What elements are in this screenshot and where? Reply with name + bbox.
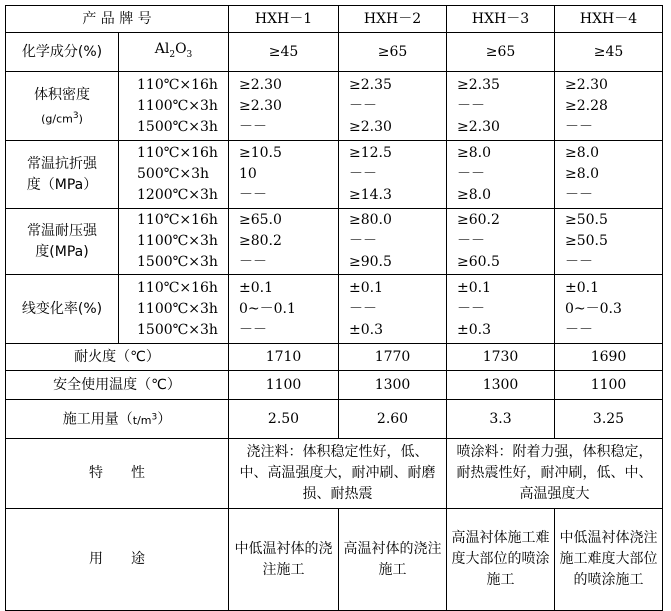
refractoriness-value-1: 1710 [229, 344, 339, 371]
value: ≥2.30 [457, 118, 500, 135]
usage-label: 施工用量$(t/m^3)$ [6, 400, 229, 439]
density-values-3 [447, 72, 555, 141]
safe-temp-row [6, 371, 663, 400]
condition: 1100℃×3h [137, 233, 218, 249]
value: －－ [349, 166, 378, 182]
compressive-conditions [119, 209, 229, 275]
value: ±0.1 [349, 279, 384, 296]
value: 0~－0.3 [565, 300, 622, 317]
purpose-value-3: 高温衬体施工难度大部位的喷涂施工 [447, 509, 555, 611]
feature-row [6, 439, 663, 509]
product-header-1: HXH－1 [229, 6, 339, 33]
condition: 110℃×16h [137, 76, 218, 93]
linear-values-2 [339, 275, 447, 344]
flexural-row [6, 141, 663, 209]
value: －－ [349, 233, 378, 249]
value: ≥65.0 [239, 212, 282, 228]
flexural-values-4 [555, 141, 663, 209]
flexural-values-1 [229, 141, 339, 209]
condition: 110℃×16h [137, 145, 218, 161]
value: ±0.1 [565, 279, 600, 296]
chem-value-1: ≥45 [229, 33, 339, 72]
safe-temp-label: 安全使用温度（℃） [6, 371, 229, 400]
compressive-values-1 [229, 209, 339, 275]
usage-row [6, 400, 663, 439]
value: ≥2.35 [457, 76, 500, 93]
value: －－ [457, 97, 486, 114]
flexural-label [6, 141, 119, 209]
value: ≥90.5 [349, 254, 392, 270]
linear-row [6, 275, 663, 344]
value: －－ [239, 187, 268, 203]
safe-temp-value-3: 1300 [447, 371, 555, 400]
value: ≥8.0 [457, 187, 492, 203]
usage-value-4: 3.25 [555, 400, 663, 439]
purpose-value-1: 中低温衬体的浇注施工 [229, 509, 339, 611]
refractoriness-value-3: 1730 [447, 344, 555, 371]
value: －－ [457, 300, 486, 317]
value: ≥10.5 [239, 145, 282, 161]
value: ≥2.30 [565, 76, 608, 93]
value: ≥50.5 [565, 212, 608, 228]
chem-value-3: ≥65 [447, 33, 555, 72]
condition: 1100℃×3h [137, 300, 218, 317]
value: ≥8.0 [565, 166, 600, 182]
value: ≥80.0 [349, 212, 392, 228]
refractoriness-row [6, 344, 663, 371]
value: －－ [457, 233, 486, 249]
condition: 110℃×16h [137, 279, 218, 296]
product-header-2: HXH－2 [339, 6, 447, 33]
product-header-4: HXH－4 [555, 6, 663, 33]
linear-values-3 [447, 275, 555, 344]
value: －－ [457, 166, 486, 182]
condition: 1500℃×3h [137, 254, 218, 270]
value: ≥8.0 [457, 145, 492, 161]
purpose-value-2: 高温衬体的浇注施工 [339, 509, 447, 611]
feature-label: 特 性 [6, 439, 229, 509]
purpose-value-4: 中低温衬体浇注施工难度大部位的喷涂施工 [555, 509, 663, 611]
density-values-2 [339, 72, 447, 141]
value: ≥2.30 [239, 76, 282, 93]
header-label: 产 品 牌 号 [6, 6, 229, 33]
value: 0~－0.1 [239, 300, 296, 317]
chem-value-2: ≥65 [339, 33, 447, 72]
density-row [6, 72, 663, 141]
density-values-4 [555, 72, 663, 141]
value: ±0.1 [239, 279, 274, 296]
linear-values-4 [555, 275, 663, 344]
compressive-values-3 [447, 209, 555, 275]
purpose-row [6, 509, 663, 611]
product-spec-table [5, 5, 663, 611]
refractoriness-label: 耐火度（℃） [6, 344, 229, 371]
feature-castable: 浇注料：体积稳定性好，低、中、高温强度大，耐冲刷、耐磨损、耐热震 [229, 439, 447, 509]
density-values-1 [229, 72, 339, 141]
flexural-values-2 [339, 141, 447, 209]
product-header-3: HXH－3 [447, 6, 555, 33]
linear-label: 线变化率(%) [6, 275, 119, 344]
condition: 1500℃×3h [137, 118, 218, 135]
chem-label: 化学成分(%) [6, 33, 119, 72]
value: 10 [239, 166, 257, 182]
safe-temp-value-4: 1100 [555, 371, 663, 400]
feature-gunning: 喷涂料：附着力强，体积稳定，耐热震性好，耐冲刷，低、中、高温强度大 [447, 439, 663, 509]
value: ≥2.28 [565, 97, 608, 114]
condition: 1500℃×3h [137, 321, 218, 338]
value: －－ [565, 254, 594, 270]
value: ≥14.3 [349, 187, 392, 203]
compressive-values-4 [555, 209, 663, 275]
chem-condition: $Al_2O_3$ [119, 33, 229, 72]
value: －－ [349, 300, 378, 317]
value: －－ [349, 97, 378, 114]
value: －－ [565, 118, 594, 135]
compressive-label-line1: 常温耐压强 [27, 222, 97, 239]
value: ±0.3 [349, 321, 384, 338]
flexural-values-3 [447, 141, 555, 209]
condition: 1100℃×3h [137, 97, 218, 114]
value: ≥2.30 [349, 118, 392, 135]
chem-value-4: ≥45 [555, 33, 663, 72]
flexural-label-line1: 常温抗折强 [27, 155, 97, 172]
header-row [6, 6, 663, 33]
value: ≥12.5 [349, 145, 392, 161]
usage-value-2: 2.60 [339, 400, 447, 439]
safe-temp-value-1: 1100 [229, 371, 339, 400]
condition: 500℃×3h [137, 166, 210, 182]
refractoriness-value-2: 1770 [339, 344, 447, 371]
value: ≥2.30 [239, 97, 282, 114]
usage-value-1: 2.50 [229, 400, 339, 439]
compressive-label-line2: 度(MPa) [35, 243, 89, 260]
density-conditions [119, 72, 229, 141]
compressive-row [6, 209, 663, 275]
safe-temp-value-2: 1300 [339, 371, 447, 400]
linear-values-1 [229, 275, 339, 344]
value: ≥50.5 [565, 233, 608, 249]
linear-conditions [119, 275, 229, 344]
density-label [6, 72, 119, 141]
value: －－ [565, 321, 594, 338]
value: －－ [565, 187, 594, 203]
value: －－ [239, 254, 268, 270]
value: －－ [239, 118, 268, 135]
value: ±0.1 [457, 279, 492, 296]
condition: 1200℃×3h [137, 187, 218, 203]
flexural-conditions [119, 141, 229, 209]
value: ±0.3 [457, 321, 492, 338]
density-label-line1: 体积密度 [34, 87, 90, 103]
value: ≥80.2 [239, 233, 282, 249]
compressive-values-2 [339, 209, 447, 275]
value: －－ [239, 321, 268, 338]
condition: 110℃×16h [137, 212, 218, 228]
value: ≥60.5 [457, 254, 500, 270]
value: ≥60.2 [457, 212, 500, 228]
refractoriness-value-4: 1690 [555, 344, 663, 371]
purpose-label: 用 途 [6, 509, 229, 611]
compressive-label [6, 209, 119, 275]
chem-row [6, 33, 663, 72]
value: ≥8.0 [565, 145, 600, 161]
density-label-line2: $(g/cm^3)$ [41, 111, 83, 126]
flexural-label-line2: 度（MPa） [26, 176, 98, 193]
value: ≥2.35 [349, 76, 392, 93]
usage-value-3: 3.3 [447, 400, 555, 439]
